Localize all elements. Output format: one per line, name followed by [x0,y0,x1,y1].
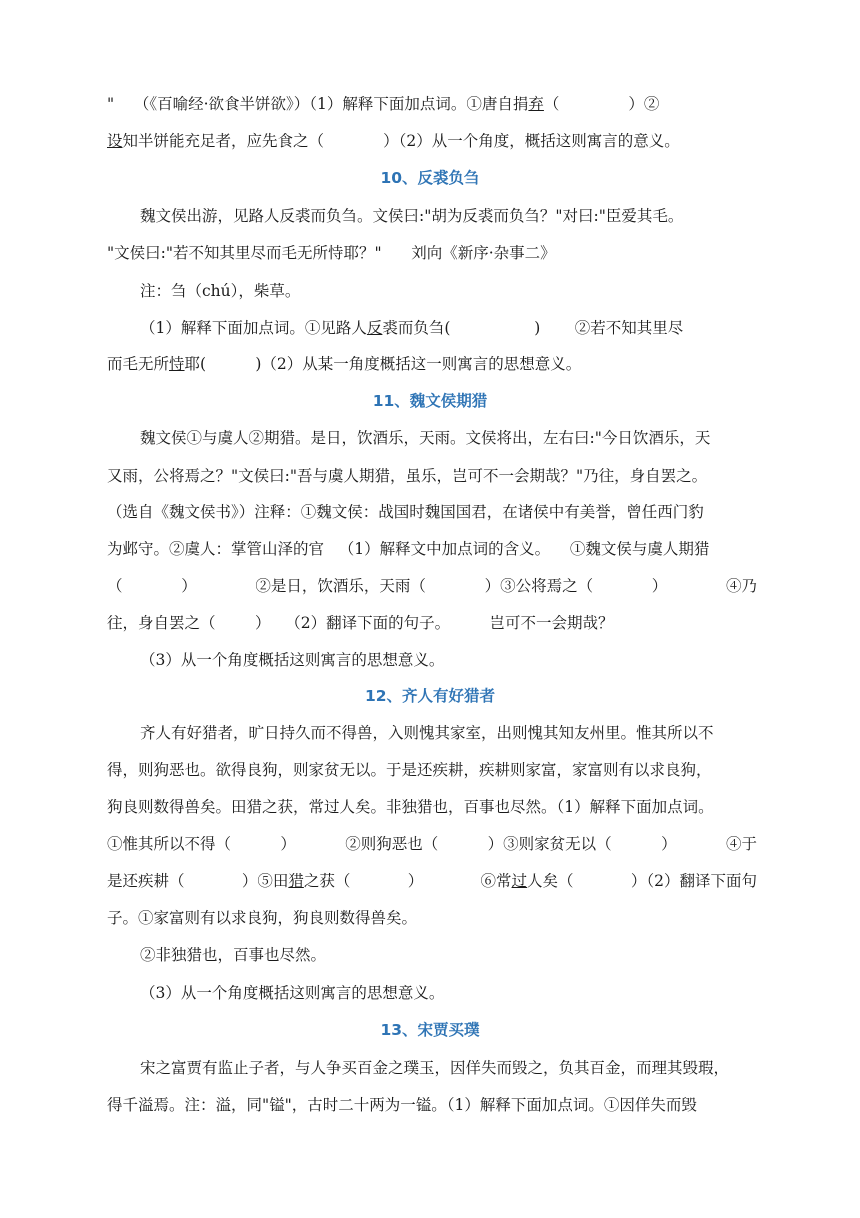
text: ②若不知其里尽 [574,319,684,337]
text: ） [181,577,197,595]
s10-question-1 [140,318,790,338]
underlined-word: 弃 [528,95,544,113]
s9-line-2 [107,131,757,151]
s12-question-3: （3）从一个角度概括这则寓言的思想意义。 [140,984,445,1002]
underlined-word: 猎 [288,872,304,890]
s10-para-line-1: 魏文侯出游，见路人反裘而负刍。文侯曰:"胡为反裘而负刍？"对曰:"臣爱其毛。 [140,207,684,225]
s11-line-4 [107,539,757,559]
section-title-11: 11、魏文侯期猎 [372,392,488,410]
text: 岂可不一会期哉？ [489,614,614,632]
text: ）（2）从一个角度，概括这则寓言的意义。 [383,132,680,150]
text: ②则狗恶也（ [345,835,439,853]
s12-line-7: ②非独猎也，百事也尽然。 [140,946,327,964]
section-title-10: 10、反裘负刍 [380,169,480,187]
s12-line-1: 齐人有好猎者，旷日持久而不得兽，入则愧其家室，出则愧其知友州里。惟其所以不 [140,724,714,742]
s10-note: 注：刍（chú），柴草。 [140,282,301,300]
text: （1）解释文中加点词的含义。 [338,540,551,558]
text: ） [661,835,677,853]
text: 耶( [184,355,207,373]
text: ） [280,835,296,853]
text: 裘而负刍( [382,319,451,337]
s10-para-line-2 [107,243,757,263]
s9-line-1 [107,94,757,114]
text: 往，身自罢之（ [107,614,216,632]
text: （ [107,577,123,595]
source-citation: 刘向《新序·杂事二》 [411,244,556,262]
underlined-word: 恃 [169,355,185,373]
text: ）⑤田 [241,872,289,890]
s12-line-4 [107,834,757,854]
text: " [107,95,115,113]
text: ）② [628,95,660,113]
section-title-12: 12、齐人有好猎者 [364,687,496,705]
text: 为邺守。②虞人：掌管山泽的官 [107,540,325,558]
s11-line-3: （选自《魏文侯书》）注释：①魏文侯：战国时魏国国君，在诸侯中有美誉，曾任西门豹 [107,503,704,521]
text: ④乃 [725,577,757,595]
s12-line-3: 狗良则数得兽矣。田猎之获，常过人矣。非独猎也，百事也尽然。（1）解释下面加点词。 [107,798,714,816]
underlined-word: 设 [107,132,123,150]
s11-line-5 [107,576,757,596]
text: ) [534,319,541,337]
underlined-word: 反 [366,319,383,337]
section-title-13: 13、宋贾买璞 [380,1021,480,1039]
s12-line-5 [107,871,757,891]
text: ①魏文侯与虞人期猎 [569,540,710,558]
s11-line-1: 魏文侯①与虞人②期猎。是日，饮酒乐，天雨。文侯将出，左右曰:"今日饮酒乐，天 [140,429,711,447]
text: 知半饼能充足者，应先食之（ [122,132,325,150]
text: ） [651,577,668,595]
text: 是还疾耕（ [107,872,185,890]
text: ）③公将焉之（ [484,577,594,595]
text: ）（2）翻译下面句 [630,872,757,890]
s12-line-2: 得，则狗恶也。欲得良狗，则家贫无以。于是还疾耕，疾耕则家富，家富则有以求良狗， [107,761,712,779]
text: （2）翻译下面的句子。 [285,614,451,632]
text: ①惟其所以不得（ [107,835,232,853]
text: （ [543,95,560,113]
s11-line-6 [107,613,757,633]
s10-question-2 [107,354,757,374]
text: ⑥常 [480,872,512,890]
s11-question-3: （3）从一个角度概括这则寓言的思想意义。 [140,651,445,669]
text: （《百喻经·欲食半饼欲》）（1）解释下面加点词。①唐自捐 [133,95,529,113]
underlined-word: 过 [511,872,528,890]
text: ②是日，饮酒乐，天雨（ [255,577,426,595]
s11-line-2: 又雨，公将焉之？"文侯曰:"吾与虞人期猎，虽乐，岂可不一会期哉？"乃往，身自罢之。 [107,467,708,485]
text: ④于 [725,835,757,853]
text: 而毛无所 [107,355,170,373]
s13-line-2: 得千溢焉。注：溢，同"镒"，古时二十两为一镒。（1）解释下面加点词。①因佯失而毁 [107,1096,697,1114]
text: ）③则家贫无以（ [487,835,612,853]
text: ） [254,614,271,632]
text: 人矣（ [527,872,574,890]
text: （1）解释下面加点词。①见路人 [140,319,367,337]
text: ） [407,872,424,890]
text: "文侯曰:"若不知其里尽而毛无所恃耶？" [107,244,382,262]
text: 之获（ [303,872,351,890]
s13-line-1: 宋之富贾有监止子者，与人争买百金之璞玉，因佯失而毁之，负其百金，而理其毁瑕， [140,1059,730,1077]
s12-line-6: 子。①家富则有以求良狗，狗良则数得兽矣。 [107,909,418,927]
text: )（2）从某一角度概括这一则寓言的思想意义。 [255,355,582,373]
